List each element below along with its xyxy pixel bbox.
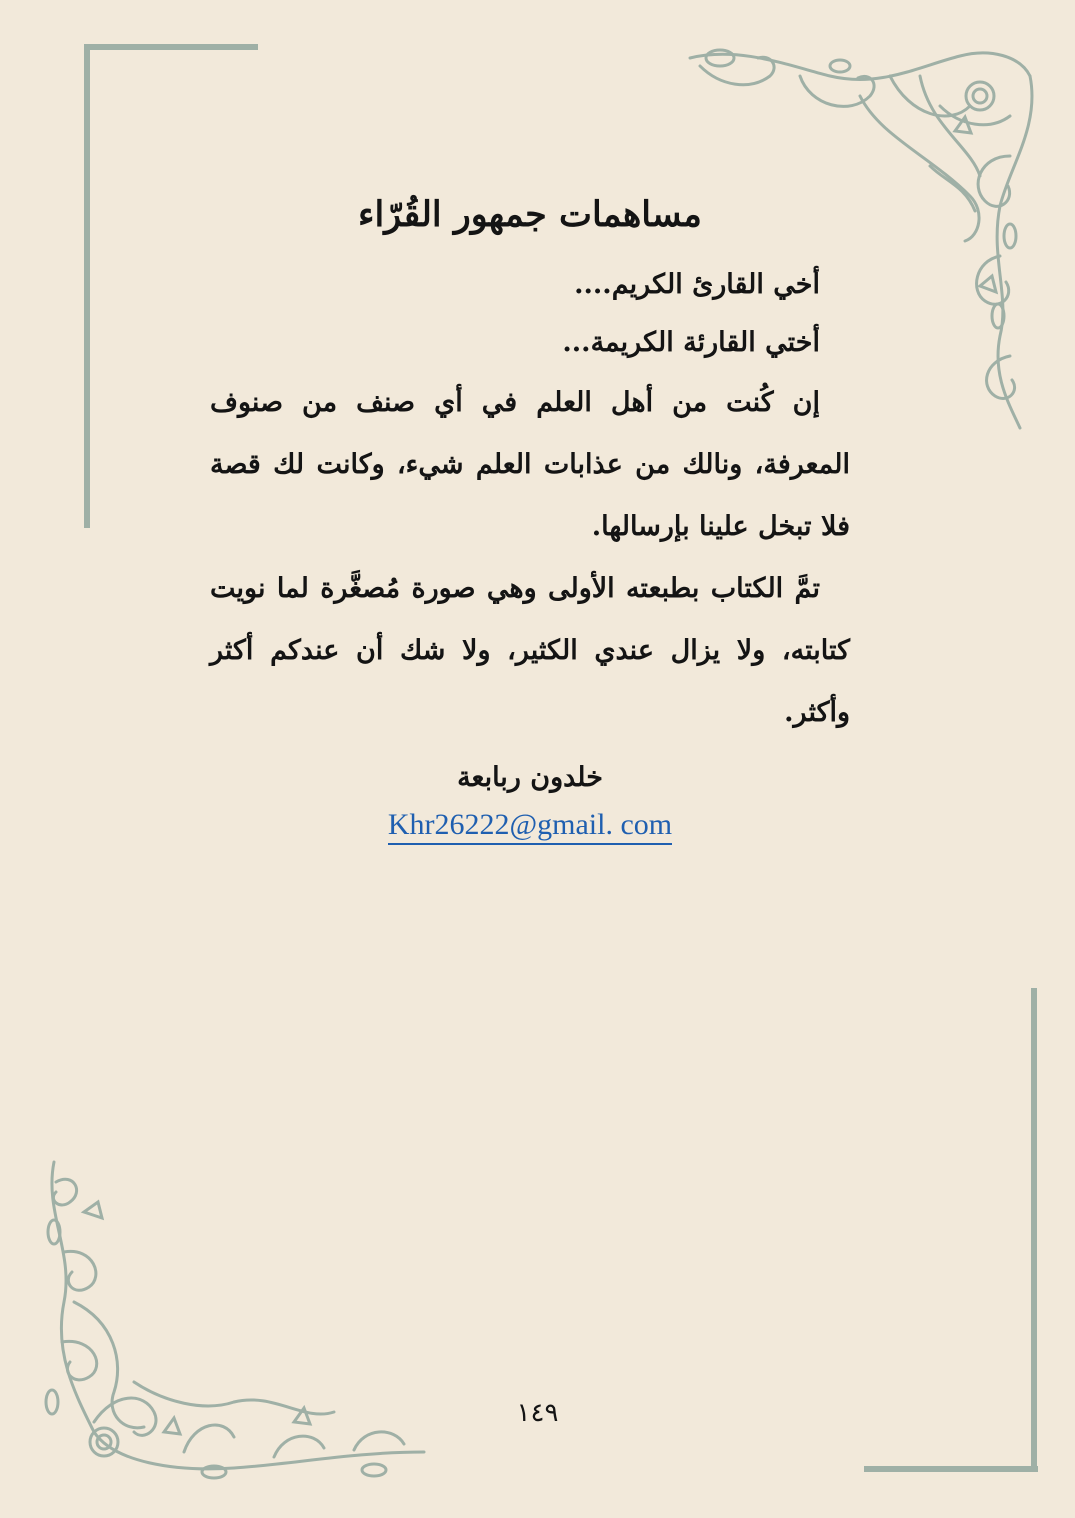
frame-line-top (84, 44, 258, 50)
paragraph-invitation: إن كُنت من أهل العلم في أي صنف من صنوف المعرفة، ونالك من عذابات العلم شيء، وكانت لك قصة فلا تبخل علينا بإرسالها. (210, 387, 850, 542)
email-link[interactable]: Khr26222@gmail. com (388, 808, 672, 845)
greeting-female: أختي القارئة الكريمة... (562, 327, 820, 358)
email-container (210, 808, 850, 842)
greeting-male: أخي القارئ الكريم.... (574, 269, 820, 300)
frame-line-left (84, 44, 90, 528)
author-name: خلدون ربابعة (457, 762, 603, 793)
page-title: مساهمات جمهور القُرّاء (358, 194, 702, 235)
floral-corner-ornament-bottom-left (34, 1152, 434, 1488)
frame-line-bottom (864, 1466, 1038, 1472)
frame-line-right (1031, 988, 1037, 1472)
main-content (210, 180, 850, 842)
page-number: ١٤٩ (516, 1398, 559, 1428)
paragraph-closing: تمَّ الكتاب بطبعته الأولى وهي صورة مُصغَّرة لما نويت كتابته، ولا يزال عندي الكثير، ولا شك أن عندكم أكثر وأكثر. (210, 573, 850, 728)
